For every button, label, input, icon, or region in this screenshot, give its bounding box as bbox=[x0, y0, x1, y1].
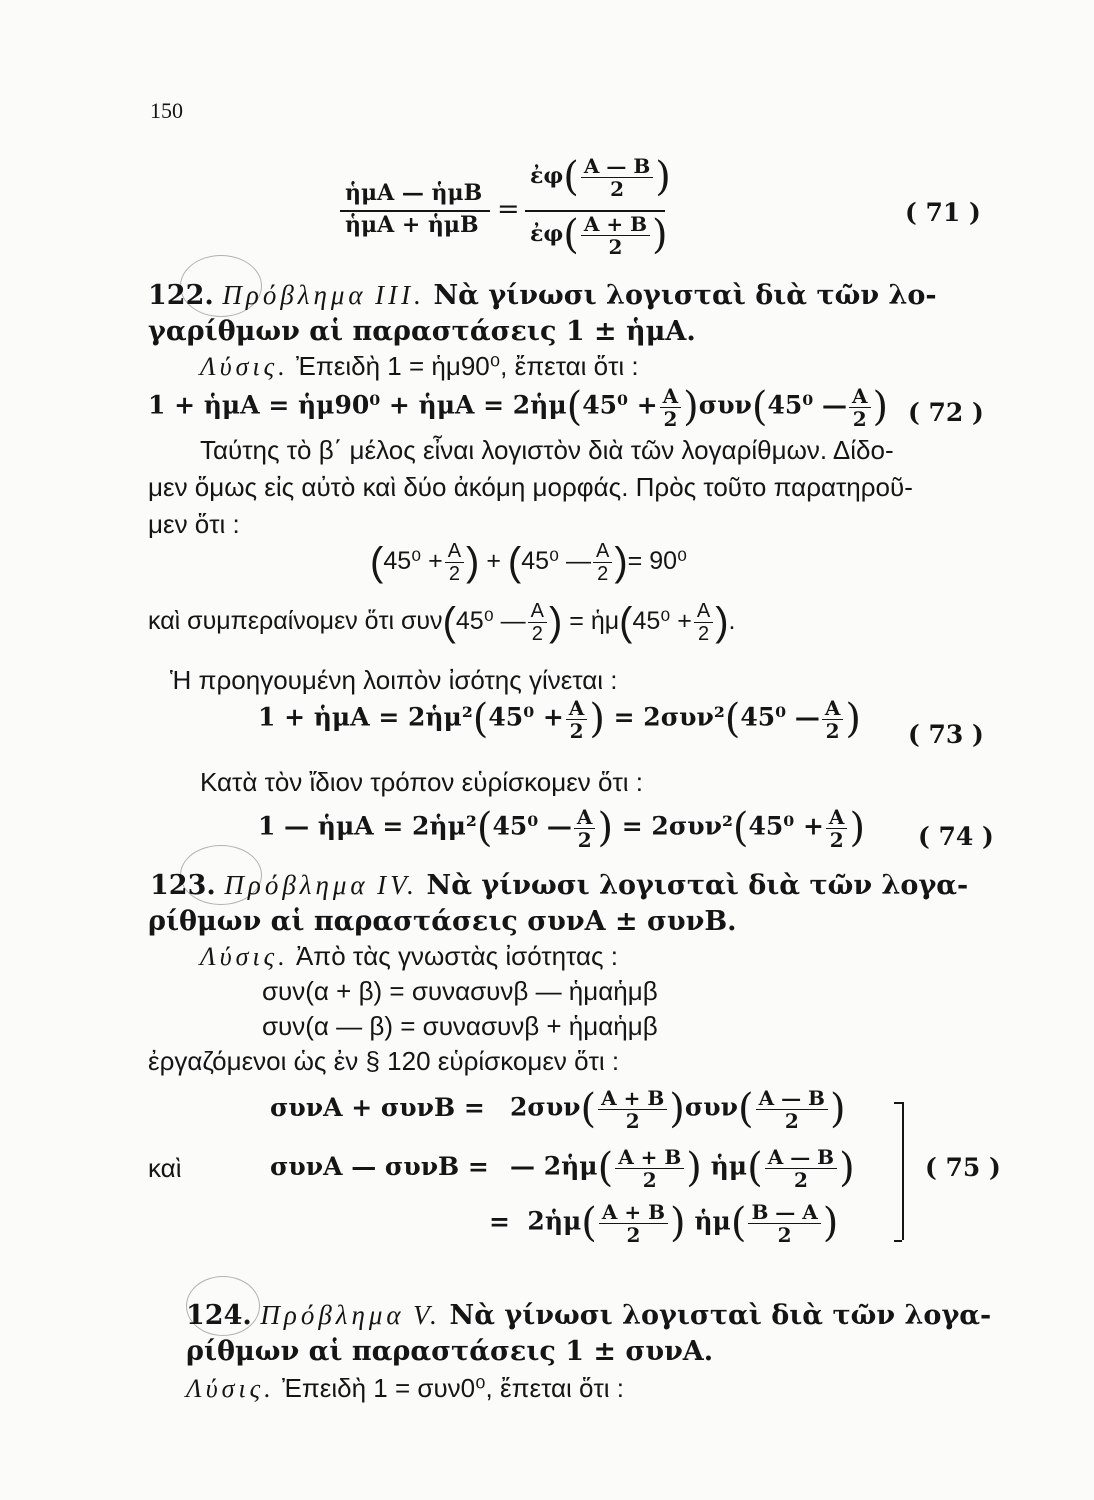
solution-text-124: Ἐπειδὴ 1 = συν0⁰, ἔπεται ὅτι : bbox=[281, 1373, 625, 1403]
eq72-frac1: $\frac{A}{2}$ bbox=[660, 385, 682, 430]
eq73-label: ( 73 ) bbox=[908, 720, 984, 749]
conc-a: 45⁰ — bbox=[455, 607, 526, 636]
conc-frac-b: $\frac{A}{2}$ bbox=[694, 600, 713, 645]
section-122-number: 122. bbox=[148, 280, 214, 311]
eq75-r1-frac-a: $\frac{A + B}{2}$ bbox=[598, 1087, 667, 1132]
equation-73: 1 + ἡμΑ = 2ἡμ²(45⁰ + $\frac{A}{2}$ ) = 2συν²(45⁰ — $\frac{A}{2}$ ) bbox=[258, 695, 861, 743]
eq71-right-denominator: ἐφ( $\frac{A + B}{2}$ ) bbox=[530, 211, 668, 259]
section-123-solution bbox=[200, 938, 618, 975]
section-123-label: Πρόβλημα bbox=[224, 870, 369, 900]
paragraph-2: Ἡ προηγουμένη λοιπὸν ἰσότης γίνεται : bbox=[170, 665, 618, 695]
sum-frac-a: $\frac{A}{2}$ bbox=[445, 540, 464, 585]
equation-74: 1 — ἡμΑ = 2ἡμ²(45⁰ — $\frac{A}{2}$ ) = 2συν²(45⁰ + $\frac{A}{2}$ ) bbox=[258, 804, 866, 852]
paragraph-1-line-1: Ταύτης τὸ β΄ μέλος εἶναι λογιστὸν διὰ τῶν λογαρίθμων. Δίδο- bbox=[200, 435, 894, 465]
eq75-brace-top bbox=[894, 1102, 902, 1104]
eq74-lhs: 1 — ἡμΑ = 2ἡμ² bbox=[258, 811, 477, 841]
eq75-r1-b: συν bbox=[684, 1092, 738, 1122]
section-124-title-2: ρίθμων αἱ παραστάσεις 1 ± συνΑ. bbox=[186, 1336, 714, 1367]
paragraph-1-line-3: μεν ὅτι : bbox=[148, 509, 240, 539]
sum-a: 45⁰ + bbox=[383, 547, 443, 576]
eq75-r3-frac-a: $\frac{A + B}{2}$ bbox=[599, 1201, 668, 1246]
eq75-r3-a: 2ἡμ bbox=[527, 1206, 582, 1236]
eq71-left-denominator: ἡμΑ + ἡμΒ bbox=[345, 212, 479, 238]
eq75-r2-frac-a: $\frac{A + B}{2}$ bbox=[615, 1146, 684, 1191]
conc-b: 45⁰ + bbox=[632, 607, 692, 636]
page-number: 150 bbox=[150, 98, 183, 123]
section-122-solution bbox=[200, 348, 639, 385]
section-122-heading bbox=[148, 276, 937, 315]
eq71-right-numerator: ἐφ( $\frac{A — B}{2}$ ) bbox=[530, 153, 671, 201]
section-123-number: 123. bbox=[150, 870, 216, 901]
equation-72: 1 + ἡμΑ = ἡμ90⁰ + ἡμΑ = 2ἡμ(45⁰ + $\frac{A}{2}$ )συν(45⁰ — $\frac{A}{2}$ ) bbox=[148, 383, 889, 431]
section-124-label: Πρόβλημα bbox=[260, 1300, 405, 1330]
eq75-r2-lhs: συνΑ — συνΒ = bbox=[270, 1151, 489, 1181]
section-123-roman: IV. bbox=[377, 870, 418, 900]
sum-plus: + bbox=[486, 547, 501, 576]
eq72-mid: συν bbox=[698, 390, 752, 420]
eq71-left-numerator: ἡμΑ — ἡμΒ bbox=[345, 180, 483, 206]
eq73-a: 45⁰ + bbox=[488, 702, 564, 732]
sum-b: 45⁰ — bbox=[521, 547, 591, 576]
paragraph-3: Κατὰ τὸν ἴδιον τρόπον εὑρίσκομεν ὅτι : bbox=[200, 767, 643, 797]
eq75-row-1: συνΑ + συνΒ = 2συν( $\frac{A + B}{2}$ )συν( $\frac{A — B}{2}$ ) bbox=[270, 1085, 846, 1133]
eq75-r3-b: ἡμ bbox=[694, 1206, 731, 1236]
eq74-b: 45⁰ + bbox=[748, 811, 824, 841]
eq73-frac-b: $\frac{A}{2}$ bbox=[822, 697, 844, 742]
eq73-lhs: 1 + ἡμΑ = 2ἡμ² bbox=[258, 702, 473, 732]
eq74-frac-a: $\frac{A}{2}$ bbox=[574, 806, 596, 851]
equation-conclusion: καὶ συμπεραίνομεν ὅτι συν(45⁰ — $\frac{A}{2}$ ) = ἡμ(45⁰ + $\frac{A}{2}$ ). bbox=[148, 600, 736, 645]
eq71-equals: = bbox=[497, 194, 520, 225]
conc-end: . bbox=[728, 607, 736, 636]
conc-text: καὶ συμπεραίνομεν ὅτι συν bbox=[148, 607, 443, 636]
eq75-r2-a: — 2ἡμ bbox=[510, 1151, 598, 1181]
section-124-number: 124. bbox=[186, 1300, 252, 1331]
eq74-label: ( 74 ) bbox=[918, 822, 994, 851]
section-123-after: ἐργαζόμενοι ὡς ἐν § 120 εὑρίσκομεν ὅτι : bbox=[148, 1046, 620, 1076]
eq75-row-3: = 2ἡμ( $\frac{A + B}{2}$ ) ἡμ( $\frac{B — A}{2}$ ) bbox=[270, 1200, 838, 1246]
eq74-mid: = 2συν² bbox=[621, 811, 733, 841]
conc-frac-a: $\frac{A}{2}$ bbox=[528, 600, 547, 645]
solution-text-123: Ἀπὸ τὰς γνωστὰς ἰσότητας : bbox=[295, 941, 618, 971]
solution-label-123: Λύσις. bbox=[200, 942, 289, 971]
section-124-heading bbox=[186, 1296, 991, 1335]
eq75-r1-frac-b: $\frac{A — B}{2}$ bbox=[756, 1087, 828, 1132]
eq75-brace bbox=[902, 1102, 904, 1240]
eq72-lhs: 1 + ἡμΑ = ἡμ90⁰ + ἡμΑ = 2ἡμ bbox=[148, 390, 567, 420]
eq75-label: ( 75 ) bbox=[925, 1153, 1001, 1182]
eq75-r2-b: ἡμ bbox=[710, 1151, 748, 1181]
section-124-solution bbox=[186, 1370, 624, 1407]
eq72-p2: 45⁰ — bbox=[767, 390, 847, 420]
eq75-row-2: συνΑ — συνΒ = — 2ἡμ( $\frac{A + B}{2}$ ) ἡμ( $\frac{A — B}{2}$ ) bbox=[270, 1144, 855, 1192]
eq72-p1: 45⁰ + bbox=[582, 390, 658, 420]
eq75-r3-frac-b: $\frac{B — A}{2}$ bbox=[748, 1201, 820, 1246]
section-122-label: Πρόβλημα bbox=[222, 280, 367, 310]
section-122-title-2: γαρίθμων αἱ παραστάσεις 1 ± ἡμΑ. bbox=[148, 316, 696, 347]
eq72-frac2: $\frac{A}{2}$ bbox=[849, 385, 871, 430]
eq74-a: 45⁰ — bbox=[492, 811, 572, 841]
equation-71 bbox=[335, 153, 1035, 270]
paragraph-1-line-2: μεν ὅμως εἰς αὐτὸ καὶ δύο ἀκόμη μορφάς. Πρὸς τοῦτο παρατηροῦ- bbox=[148, 472, 913, 502]
eq75-brace-bottom bbox=[894, 1240, 902, 1242]
equation-sum-90: (45⁰ + $\frac{A}{2}$ ) + (45⁰ — $\frac{A}{2}$ )= 90⁰ bbox=[370, 540, 688, 585]
solution-label-124: Λύσις. bbox=[186, 1374, 275, 1403]
section-124-roman: V. bbox=[413, 1300, 441, 1330]
eq73-b: 45⁰ — bbox=[740, 702, 820, 732]
section-124-title-1: Νὰ γίνωσι λογισταὶ διὰ τῶν λογα- bbox=[449, 1300, 992, 1331]
eq71-rnum-func: ἐφ bbox=[530, 163, 564, 189]
identity-2: συν(α — β) = συνασυνβ + ἡμαἡμβ bbox=[262, 1011, 658, 1041]
section-122-roman: III. bbox=[375, 280, 425, 310]
section-123-heading bbox=[150, 866, 968, 905]
eq71-rnum-frac: $\frac{A — B}{2}$ bbox=[581, 155, 653, 200]
eq75-r3-lhs: = bbox=[489, 1206, 510, 1236]
solution-text: Ἐπειδὴ 1 = ἡμ90⁰, ἔπεται ὅτι : bbox=[295, 351, 639, 381]
eq71-rden-frac: $\frac{A + B}{2}$ bbox=[581, 213, 650, 258]
eq73-mid: = 2συν² bbox=[613, 702, 725, 732]
eq75-r1-a: 2συν bbox=[510, 1092, 581, 1122]
section-123-title-2: ρίθμων αἱ παραστάσεις συνΑ ± συνΒ. bbox=[148, 906, 737, 937]
eq75-kai: καὶ bbox=[148, 1153, 182, 1183]
identity-1: συν(α + β) = συνασυνβ — ἡμαἡμβ bbox=[262, 976, 658, 1006]
conc-mid: = ἡμ bbox=[569, 607, 620, 636]
eq72-label: ( 72 ) bbox=[908, 398, 984, 427]
eq71-label: ( 71 ) bbox=[905, 198, 981, 227]
solution-label: Λύσις. bbox=[200, 352, 289, 381]
eq73-frac-a: $\frac{A}{2}$ bbox=[566, 697, 588, 742]
section-122-title-1: Νὰ γίνωσι λογισταὶ διὰ τῶν λο- bbox=[433, 280, 937, 311]
eq75-r2-frac-b: $\frac{A — B}{2}$ bbox=[765, 1146, 837, 1191]
eq71-rden-func: ἐφ bbox=[530, 221, 564, 247]
eq74-frac-b: $\frac{A}{2}$ bbox=[826, 806, 848, 851]
eq75-r1-lhs: συνΑ + συνΒ = bbox=[270, 1092, 485, 1122]
sum-rhs: = 90⁰ bbox=[627, 547, 688, 576]
section-123-title-1: Νὰ γίνωσι λογισταὶ διὰ τῶν λογα- bbox=[426, 870, 969, 901]
sum-frac-b: $\frac{A}{2}$ bbox=[593, 540, 612, 585]
